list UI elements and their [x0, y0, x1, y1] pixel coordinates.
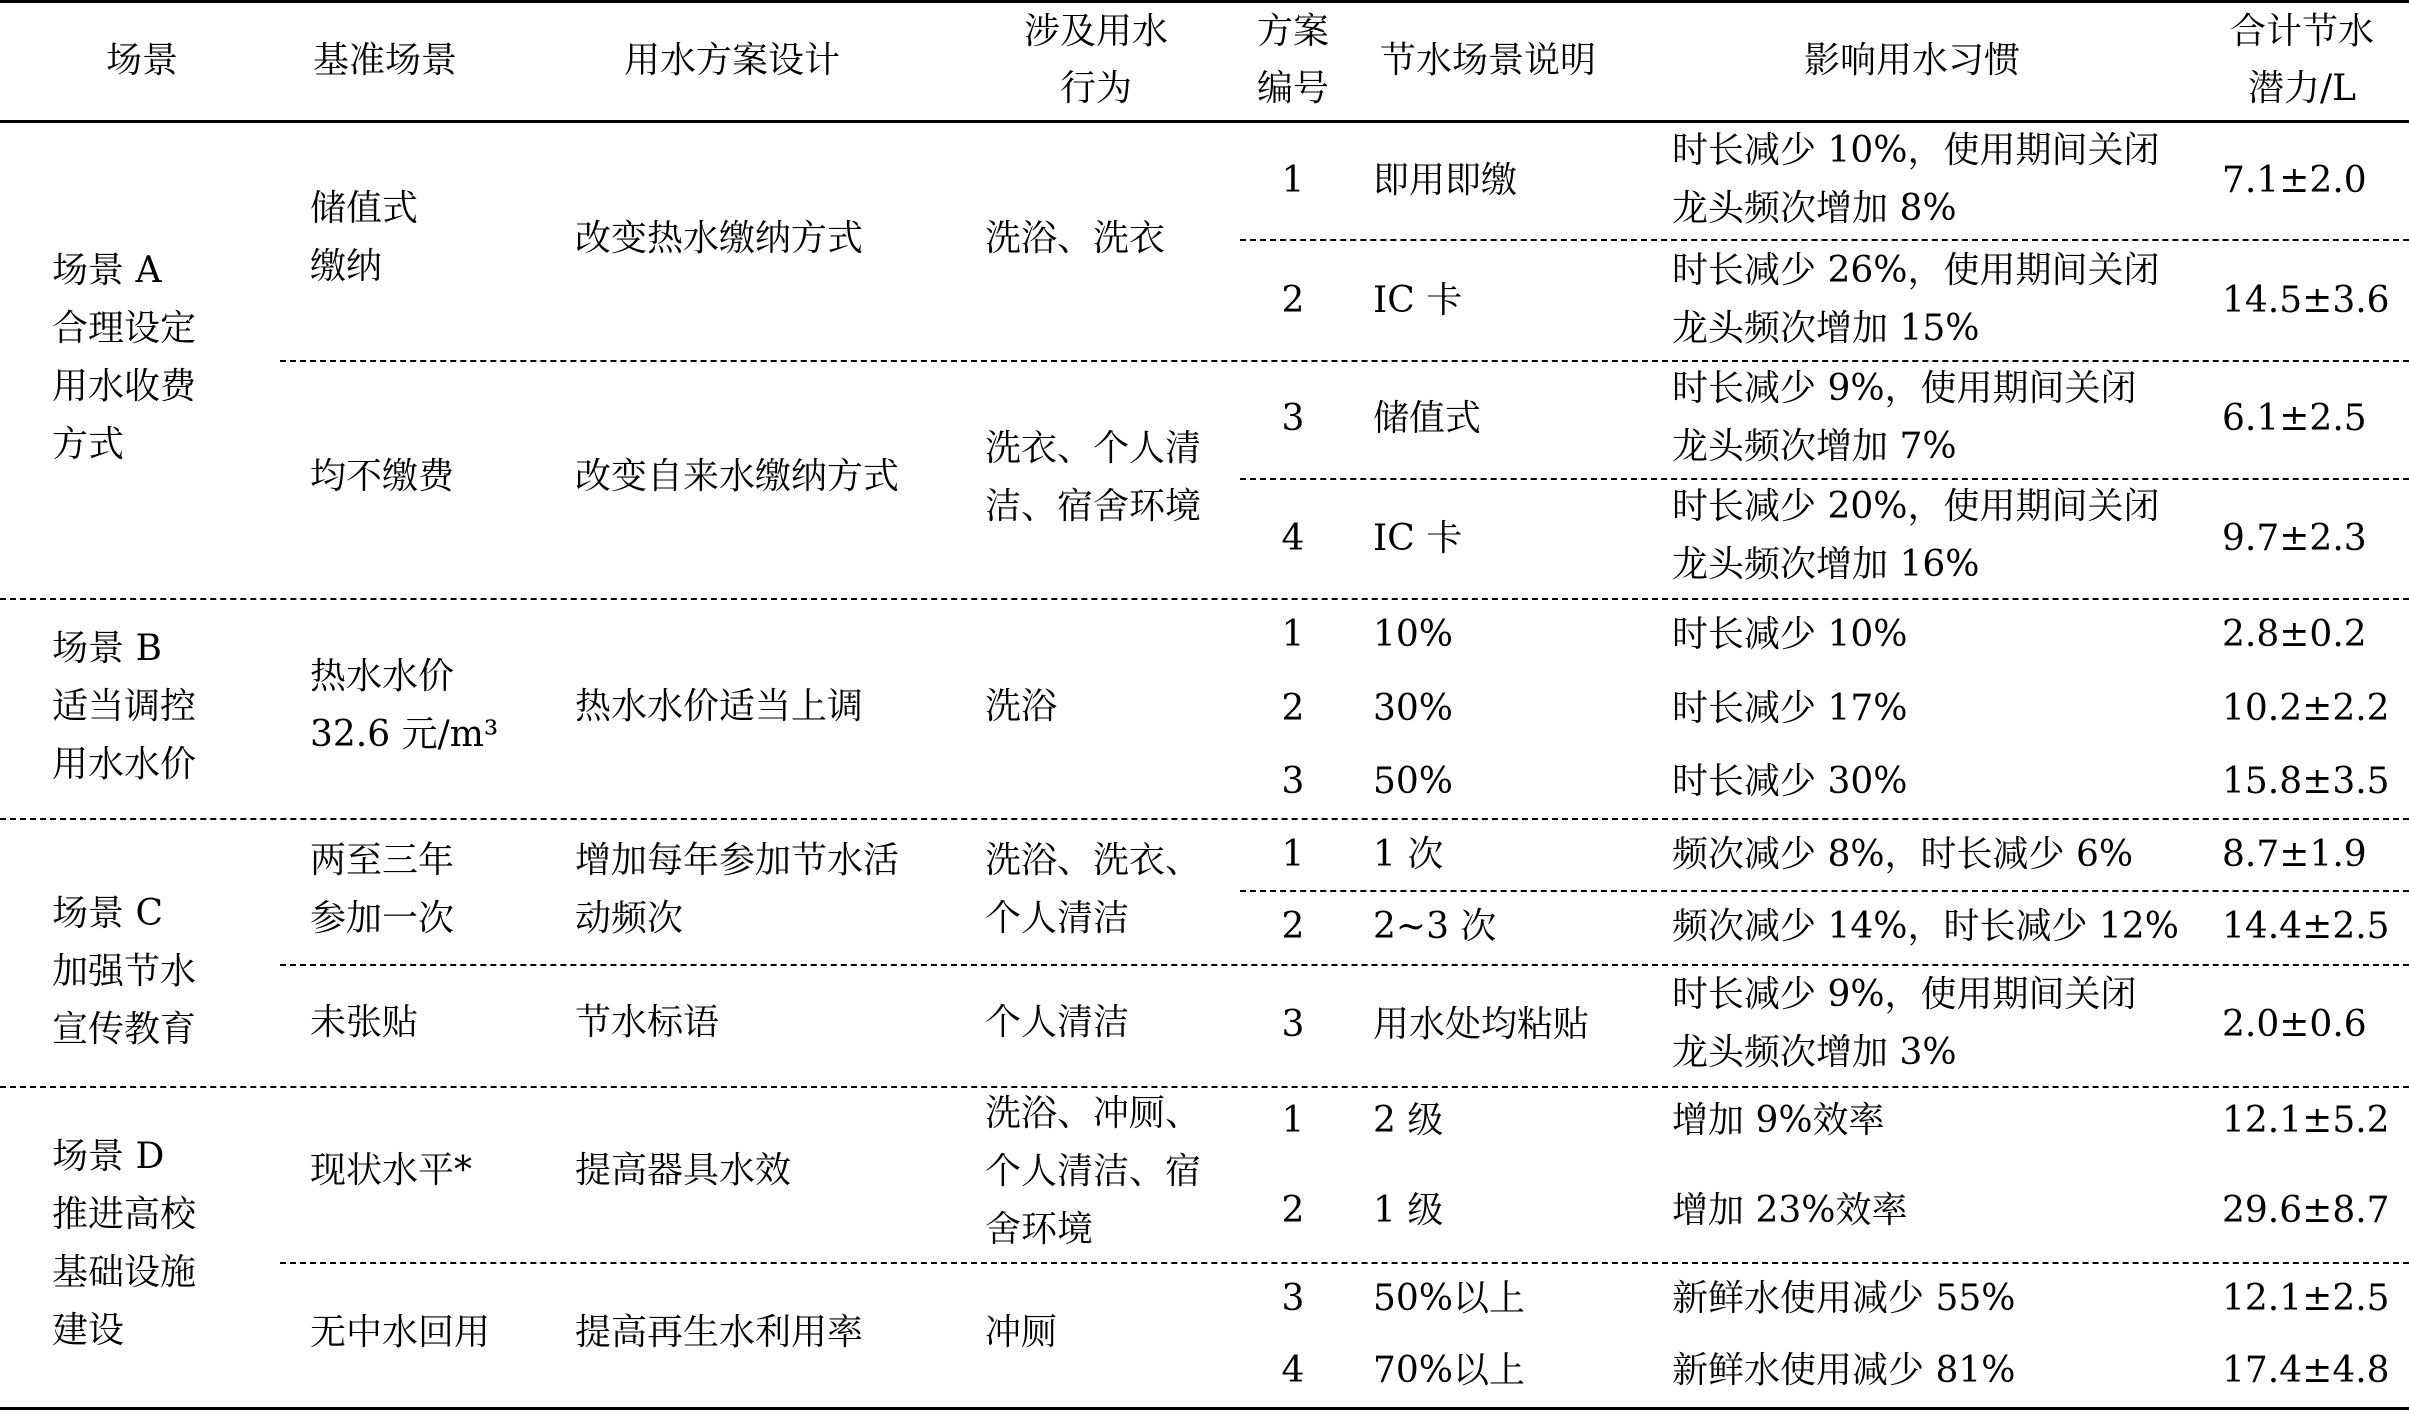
- header-desc: 节水场景说明: [1379, 40, 1597, 81]
- behavior-c2: 个人清洁: [985, 1002, 1130, 1043]
- num-d1: 1: [1281, 1100, 1305, 1141]
- design-c2: 节水标语: [575, 1002, 720, 1043]
- header-scene: 场景: [105, 40, 179, 81]
- rule-dash-A12: [1240, 239, 2409, 241]
- header-behavior-line2: 行为: [1059, 68, 1133, 109]
- habit-a4-line2: 龙头频次增加 16%: [1672, 544, 1980, 585]
- rule-group-C-D: [0, 1086, 2409, 1088]
- baseline-b-line2: 32.6 元/m³: [310, 714, 499, 755]
- scene-b-line1: 场景 B: [52, 628, 162, 669]
- habit-b3: 时长减少 30%: [1672, 761, 1908, 802]
- num-b1: 1: [1281, 614, 1305, 655]
- desc-b3: 50%: [1373, 761, 1454, 802]
- header-baseline: 基准场景: [312, 40, 458, 81]
- design-c1-line1: 增加每年参加节水活: [575, 840, 900, 881]
- scene-d-line1: 场景 D: [52, 1136, 165, 1177]
- desc-b2: 30%: [1373, 688, 1454, 729]
- header-design: 用水方案设计: [623, 40, 841, 81]
- habit-a1-line2: 龙头频次增加 8%: [1672, 188, 1957, 229]
- design-d2: 提高再生水利用率: [575, 1312, 864, 1353]
- scene-a-line1: 场景 A: [52, 250, 162, 291]
- scene-c-line3: 宣传教育: [52, 1009, 197, 1050]
- desc-d1: 2 级: [1373, 1100, 1444, 1141]
- baseline-c1-line1: 两至三年: [310, 840, 455, 881]
- behavior-c1-line2: 个人清洁: [985, 898, 1130, 939]
- header-habit: 影响用水习惯: [1803, 40, 2021, 81]
- header-potential-line2: 潜力/L: [2247, 68, 2357, 109]
- habit-d4: 新鲜水使用减少 81%: [1672, 1350, 2016, 1391]
- behavior-b: 洗浴: [985, 686, 1058, 727]
- header-behavior-line1: 涉及用水: [1023, 11, 1169, 52]
- habit-d2: 增加 23%效率: [1672, 1190, 1908, 1231]
- baseline-c1-line2: 参加一次: [310, 898, 455, 939]
- potential-d1: 12.1±5.2: [2222, 1100, 2390, 1141]
- baseline-b-line1: 热水水价: [310, 656, 455, 697]
- habit-a1-line1: 时长减少 10%，使用期间关闭: [1672, 130, 2160, 171]
- behavior-d1-line2: 个人清洁、宿: [985, 1151, 1202, 1192]
- potential-c2: 14.4±2.5: [2222, 906, 2390, 947]
- potential-d3: 12.1±2.5: [2222, 1278, 2390, 1319]
- num-c3: 3: [1281, 1004, 1305, 1045]
- num-d3: 3: [1281, 1278, 1305, 1319]
- behavior-d1-line3: 舍环境: [985, 1209, 1094, 1250]
- habit-a4-line1: 时长减少 20%，使用期间关闭: [1672, 486, 2160, 527]
- baseline-d2: 无中水回用: [310, 1312, 491, 1353]
- behavior-d2: 冲厕: [985, 1312, 1058, 1353]
- potential-a3: 6.1±2.5: [2222, 398, 2367, 439]
- baseline-d1: 现状水平*: [310, 1150, 473, 1191]
- scene-d-line2: 推进高校: [52, 1194, 197, 1235]
- num-c1: 1: [1281, 834, 1305, 875]
- scene-a-line4: 方式: [52, 424, 125, 465]
- design-a1: 改变热水缴纳方式: [575, 218, 864, 259]
- design-d1: 提高器具水效: [575, 1150, 792, 1191]
- rule-top: [0, 0, 2409, 3]
- num-d2: 2: [1281, 1190, 1305, 1231]
- potential-d4: 17.4±4.8: [2222, 1350, 2390, 1391]
- desc-a4: IC 卡: [1373, 518, 1463, 559]
- num-a4: 4: [1281, 518, 1305, 559]
- num-a1: 1: [1281, 160, 1305, 201]
- design-a2: 改变自来水缴纳方式: [575, 456, 900, 497]
- baseline-a1-line2: 缴纳: [310, 246, 383, 287]
- habit-a2-line2: 龙头频次增加 15%: [1672, 308, 1980, 349]
- habit-b2: 时长减少 17%: [1672, 688, 1908, 729]
- habit-b1: 时长减少 10%: [1672, 614, 1908, 655]
- habit-a2-line1: 时长减少 26%，使用期间关闭: [1672, 250, 2160, 291]
- design-c1-line2: 动频次: [575, 898, 684, 939]
- behavior-a2-line2: 洁、宿舍环境: [985, 486, 1202, 527]
- habit-c3-line2: 龙头频次增加 3%: [1672, 1032, 1957, 1073]
- rule-bottom: [0, 1407, 2409, 1410]
- desc-b1: 10%: [1373, 614, 1454, 655]
- num-b2: 2: [1281, 688, 1305, 729]
- potential-a4: 9.7±2.3: [2222, 518, 2367, 559]
- habit-a3-line1: 时长减少 9%，使用期间关闭: [1672, 368, 2137, 409]
- potential-c3: 2.0±0.6: [2222, 1004, 2367, 1045]
- num-d4: 4: [1281, 1350, 1305, 1391]
- scene-b-line2: 适当调控: [52, 686, 197, 727]
- behavior-c1-line1: 洗浴、洗衣、: [985, 840, 1202, 881]
- header-num-line2: 编号: [1256, 68, 1330, 109]
- scene-c-line1: 场景 C: [52, 893, 163, 934]
- potential-d2: 29.6±8.7: [2222, 1190, 2390, 1231]
- potential-b1: 2.8±0.2: [2222, 614, 2367, 655]
- scene-d-line4: 建设: [52, 1310, 125, 1351]
- baseline-a1-line1: 储值式: [310, 188, 419, 229]
- desc-d3: 50%以上: [1373, 1278, 1526, 1319]
- behavior-a1: 洗浴、洗衣: [985, 218, 1166, 259]
- desc-d4: 70%以上: [1373, 1350, 1526, 1391]
- habit-a3-line2: 龙头频次增加 7%: [1672, 426, 1957, 467]
- habit-d3: 新鲜水使用减少 55%: [1672, 1278, 2016, 1319]
- behavior-d1-line1: 洗浴、冲厕、: [985, 1093, 1202, 1134]
- scene-b-line3: 用水水价: [52, 744, 197, 785]
- baseline-a2: 均不缴费: [310, 456, 455, 497]
- num-a2: 2: [1281, 280, 1305, 321]
- desc-a3: 储值式: [1373, 398, 1482, 439]
- potential-c1: 8.7±1.9: [2222, 834, 2367, 875]
- potential-b3: 15.8±3.5: [2222, 761, 2390, 802]
- scene-c-line2: 加强节水: [52, 951, 197, 992]
- header-potential-line1: 合计节水: [2229, 11, 2375, 52]
- potential-a2: 14.5±3.6: [2222, 280, 2390, 321]
- scene-a-line3: 用水收费: [52, 366, 197, 407]
- scene-a-line2: 合理设定: [52, 308, 197, 349]
- header-num-line1: 方案: [1256, 11, 1330, 52]
- desc-c2: 2~3 次: [1373, 906, 1497, 947]
- num-a3: 3: [1281, 398, 1305, 439]
- habit-c3-line1: 时长减少 9%，使用期间关闭: [1672, 974, 2137, 1015]
- habit-d1: 增加 9%效率: [1672, 1100, 1885, 1141]
- desc-a1: 即用即缴: [1373, 160, 1518, 201]
- desc-c3: 用水处均粘贴: [1373, 1004, 1590, 1045]
- num-b3: 3: [1281, 761, 1305, 802]
- desc-d2: 1 级: [1373, 1190, 1444, 1231]
- potential-b2: 10.2±2.2: [2222, 688, 2390, 729]
- habit-c2: 频次减少 14%，时长减少 12%: [1672, 906, 2179, 947]
- behavior-a2-line1: 洗衣、个人清: [985, 428, 1202, 469]
- rule-dash-C12: [1240, 890, 2409, 892]
- baseline-c2: 未张贴: [310, 1002, 419, 1043]
- desc-a2: IC 卡: [1373, 280, 1463, 321]
- desc-c1: 1 次: [1373, 834, 1444, 875]
- scene-d-line3: 基础设施: [52, 1252, 197, 1293]
- num-c2: 2: [1281, 906, 1305, 947]
- design-b: 热水水价适当上调: [575, 686, 864, 727]
- rule-group-B-C: [0, 818, 2409, 820]
- rule-group-A-B: [0, 598, 2409, 600]
- potential-a1: 7.1±2.0: [2222, 160, 2367, 201]
- rule-dash-D-sub: [280, 1262, 2409, 1264]
- habit-c1: 频次减少 8%，时长减少 6%: [1672, 834, 2134, 875]
